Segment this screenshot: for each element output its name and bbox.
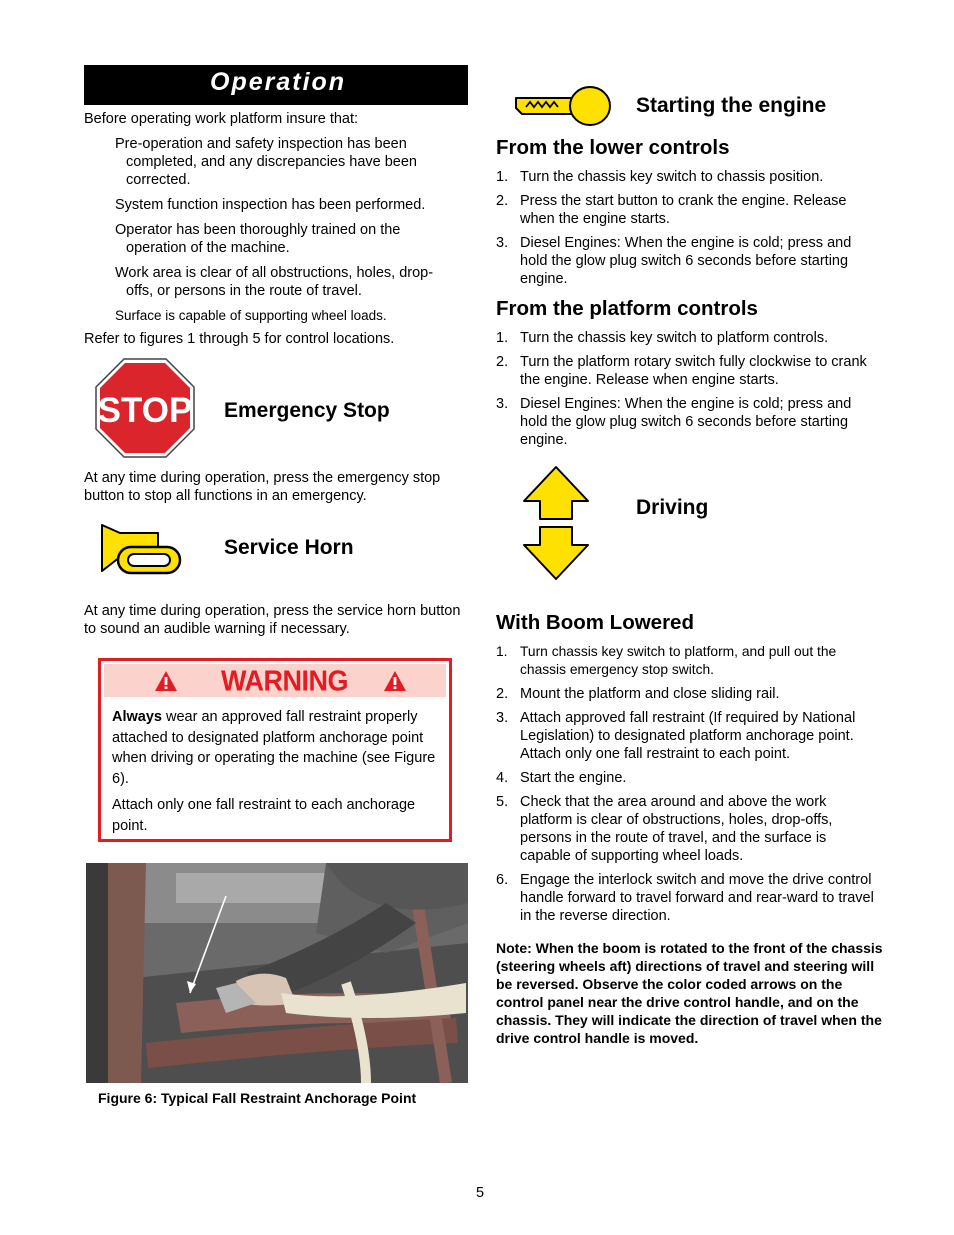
checklist-item: Pre-operation and safety inspection has been completed, and any discrepancies have been corrected. [115,136,417,188]
service-horn-heading: Service Horn [224,536,354,559]
horn-icon [100,523,184,577]
list-item: 2. Press the start button to crank the engine. Release when the engine starts. [496,193,847,227]
lower-controls-heading: From the lower controls [496,136,730,159]
warning-paragraph [112,707,442,789]
drive-arrows-icon [522,465,590,583]
warning-triangle-icon [383,670,407,692]
list-item: 3. Diesel Engines: When the engine is cold; press and hold the glow plug switch 6 seconds before starting engine. [496,235,852,287]
refer-text: Refer to figures 1 through 5 for control locations. [84,331,395,347]
checklist-item: Surface is capable of supporting wheel loads. [115,308,387,323]
page-number: 5 [476,1185,485,1201]
list-item: 3. Diesel Engines: When the engine is cold; press and hold the glow plug switch 6 seconds before starting engine. [496,396,852,448]
intro-text: Before operating work platform insure that: [84,111,359,127]
list-item: 2. Mount the platform and close sliding rail. [496,686,780,702]
list-item: 3. Attach approved fall restraint (If required by National Legislation) to designated platform anchorage point. Attach only one fall restraint to each point. [496,710,856,762]
emergency-stop-text: At any time during operation, press the emergency stop button to stop all functions in an emergency. [84,470,441,504]
service-horn-text: At any time during operation, press the service horn button to sound an audible warning if necessary. [84,603,461,637]
list-item: 2. Turn the platform rotary switch fully clockwise to crank the engine. Release when engine starts. [496,354,867,388]
lower-controls-steps [496,168,881,294]
warning-text: wear an approved fall restraint properly attached to designated platform anchorage point when driving or operating the machine (see Figure 6). [112,709,436,787]
list-item: 4. Start the engine. [496,770,627,786]
starting-engine-heading: Starting the engine [636,94,827,117]
warning-header [104,664,446,697]
boom-lowered-heading: With Boom Lowered [496,611,694,634]
checklist-item: Work area is clear of all obstructions, holes, drop-offs, or persons in the route of travel. [115,265,434,299]
fall-restraint-photo [86,863,468,1083]
figure-caption: Figure 6: Typical Fall Restraint Anchorage Point [98,1090,417,1106]
section-title-bar [84,65,468,105]
driving-heading: Driving [636,496,709,519]
stop-sign-text: STOP [97,391,193,430]
section-title: Operation [210,68,347,96]
list-item: 1. Turn chassis key switch to platform, and pull out the chassis emergency stop switch. [496,644,837,677]
checklist [115,135,460,332]
key-icon [514,85,612,127]
platform-controls-steps [496,329,881,455]
list-item: 1. Turn the chassis key switch to chassis position. [496,169,824,185]
warning-title: WARNING [221,665,348,697]
warning-body [112,707,442,842]
emergency-stop-heading: Emergency Stop [224,399,390,422]
list-item: 1. Turn the chassis key switch to platform controls. [496,330,829,346]
warning-triangle-icon [154,670,178,692]
warning-box [98,658,452,842]
list-item: 6. Engage the interlock switch and move the drive control handle forward to travel forward and rear-ward to travel in the reverse direction. [496,872,874,924]
driving-steps [496,643,881,931]
checklist-item: System function inspection has been performed. [115,197,426,213]
stop-sign-icon [95,358,195,458]
checklist-item: Operator has been thoroughly trained on the operation of the machine. [115,222,401,256]
platform-controls-heading: From the platform controls [496,297,758,320]
list-item: 5. Check that the area around and above the work platform is clear of obstructions, holes, drop-offs, persons in the route of travel, and the surface is capable of supporting wheel loads. [496,794,833,864]
warning-paragraph: Attach only one fall restraint to each anchorage point. [112,797,416,834]
warning-bold-lead: Always [112,709,162,725]
driving-note: Note: When the boom is rotated to the front of the chassis (steering wheels aft) directions of travel and steering will be reversed. Observe the color coded arrows on the control panel near the drive control handle, and on the chassis. They will indicate the direction of travel when the drive control handle is moved. [496,940,883,1046]
